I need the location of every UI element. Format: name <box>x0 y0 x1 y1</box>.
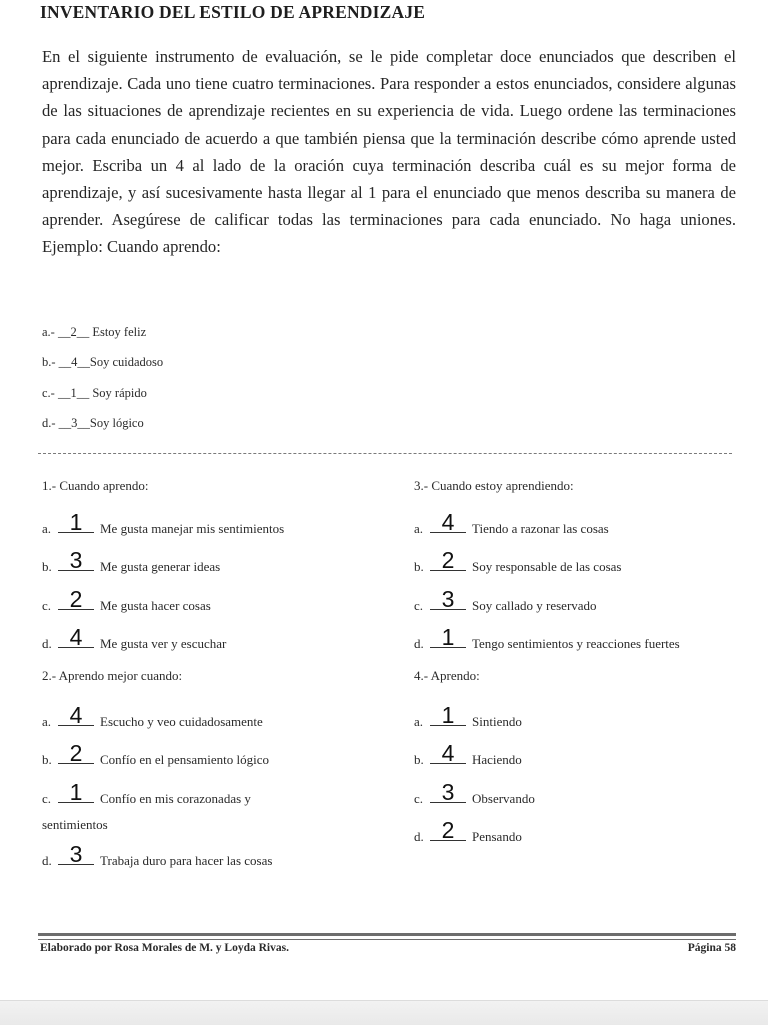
option-letter: d. <box>414 829 424 844</box>
answer-value: 2 <box>441 547 455 573</box>
answer-blank[interactable] <box>58 586 94 612</box>
option-text: Pensando <box>472 829 522 844</box>
answer-value: 2 <box>69 740 83 766</box>
footer-authors: Elaborado por Rosa Morales de M. y Loyda Rivas. <box>40 942 289 954</box>
option-letter: d. <box>42 853 52 868</box>
option-letter: d. <box>42 636 52 651</box>
option-letter: b. <box>414 752 424 767</box>
answer-value: 2 <box>69 586 83 612</box>
option-letter: c. <box>42 598 52 613</box>
option-text: Haciendo <box>472 752 522 767</box>
option-text: Soy callado y reservado <box>472 598 597 613</box>
answer-blank[interactable] <box>58 779 94 805</box>
footer-rule-thin <box>38 939 736 940</box>
question-3-title: 3.- Cuando estoy aprendiendo: <box>414 478 574 493</box>
answer-blank[interactable] <box>430 586 466 612</box>
question-3-option-a <box>414 509 609 536</box>
option-letter: a. <box>42 714 52 729</box>
answer-value: 3 <box>441 586 455 612</box>
option-text: Observando <box>472 791 535 806</box>
option-text: Me gusta hacer cosas <box>100 598 211 613</box>
answer-value: 1 <box>69 779 83 805</box>
option-text: Soy responsable de las cosas <box>472 559 622 574</box>
page-bottom-edge <box>0 1000 768 1025</box>
answer-blank[interactable] <box>430 547 466 573</box>
question-3-option-b <box>414 547 622 574</box>
question-4-option-b <box>414 740 522 767</box>
option-text: Me gusta generar ideas <box>100 559 221 574</box>
option-letter: b. <box>42 752 52 767</box>
answer-blank[interactable] <box>58 841 94 867</box>
answer-blank[interactable] <box>430 740 466 766</box>
option-text: Me gusta manejar mis sentimientos <box>100 521 285 536</box>
option-letter: b. <box>414 559 424 574</box>
question-1-title: 1.- Cuando aprendo: <box>42 478 149 493</box>
footer-rule-thick <box>38 933 736 936</box>
option-text: Confío en el pensamiento lógico <box>100 752 269 767</box>
answer-value: 2 <box>441 817 455 843</box>
question-1-option-b <box>42 547 221 574</box>
option-letter: a. <box>414 521 424 536</box>
section-divider <box>38 453 732 454</box>
question-2-option-a <box>42 702 263 729</box>
example-line-b: b.- __4__Soy cuidadoso <box>42 355 164 369</box>
option-text: Tengo sentimientos y reacciones fuertes <box>472 636 680 651</box>
answer-value: 3 <box>69 841 83 867</box>
example-line-c: c.- __1__ Soy rápido <box>42 386 147 400</box>
option-letter: c. <box>414 791 424 806</box>
answer-value: 1 <box>441 624 455 650</box>
option-text: Escucho y veo cuidadosamente <box>100 714 263 729</box>
answer-blank[interactable] <box>58 547 94 573</box>
answer-blank[interactable] <box>58 740 94 766</box>
question-3-option-d <box>414 624 680 651</box>
answer-value: 3 <box>441 779 455 805</box>
answer-value: 4 <box>441 509 455 535</box>
answer-blank[interactable] <box>430 779 466 805</box>
option-text: Trabaja duro para hacer las cosas <box>100 853 273 868</box>
option-letter: c. <box>42 791 52 806</box>
option-letter: a. <box>42 521 52 536</box>
question-3-option-c <box>414 586 597 613</box>
answer-blank[interactable] <box>430 509 466 535</box>
answer-value: 4 <box>69 624 83 650</box>
option-text: Sintiendo <box>472 714 522 729</box>
answer-value: 4 <box>69 702 83 728</box>
option-letter: c. <box>414 598 424 613</box>
question-2-option-b <box>42 740 269 767</box>
answer-blank[interactable] <box>58 702 94 728</box>
footer-page-number: Página 58 <box>687 942 736 954</box>
question-4-option-c <box>414 779 535 806</box>
option-text: Tiendo a razonar las cosas <box>472 521 609 536</box>
question-4-option-a <box>414 702 522 729</box>
page-title: INVENTARIO DEL ESTILO DE APRENDIZAJE <box>40 2 426 22</box>
question-2-title: 2.- Aprendo mejor cuando: <box>42 668 183 683</box>
answer-blank[interactable] <box>430 817 466 843</box>
question-4-title: 4.- Aprendo: <box>414 668 480 683</box>
question-2-option-d <box>42 841 273 868</box>
instructions-paragraph: En el siguiente instrumento de evaluación, se le pide completar doce enunciados que describen el aprendizaje. Cada uno tiene cuatro terminaciones. Para responder a estos enunciados, considere algunas de las situaciones de aprendizaje recientes en su experiencia de vida. Luego ordene las terminaciones para cada enunciado de acuerdo a que también piensa que la terminación describe cómo aprende usted mejor. Escriba un 4 al lado de la oración cuya terminación describa cuál es su mejor forma de aprendizaje, y así sucesivamente hasta llegar al 1 para el enunciado que menos describa su manera de aprender. Asegúrese de calificar todas las terminaciones para cada enunciado. No haga uniones. Ejemplo: Cuando aprendo: <box>42 47 736 257</box>
option-letter: b. <box>42 559 52 574</box>
option-text: Me gusta ver y escuchar <box>100 636 227 651</box>
example-line-d: d.- __3__Soy lógico <box>42 416 144 430</box>
question-2-option-c <box>42 779 251 806</box>
answer-value: 3 <box>69 547 83 573</box>
option-text: Confío en mis corazonadas y <box>100 791 251 806</box>
answer-blank[interactable] <box>58 509 94 535</box>
option-letter: d. <box>414 636 424 651</box>
answer-value: 1 <box>441 702 455 728</box>
question-1-option-a <box>42 509 285 536</box>
answer-blank[interactable] <box>58 624 94 650</box>
answer-value: 4 <box>441 740 455 766</box>
question-2-option-c-continuation: sentimientos <box>42 817 108 832</box>
option-letter: a. <box>414 714 424 729</box>
question-1-option-d <box>42 624 227 651</box>
answer-blank[interactable] <box>430 624 466 650</box>
answer-blank[interactable] <box>430 702 466 728</box>
question-1-option-c <box>42 586 211 613</box>
question-4-option-d <box>414 817 522 844</box>
answer-value: 1 <box>69 509 83 535</box>
example-line-a: a.- __2__ Estoy feliz <box>42 325 147 339</box>
